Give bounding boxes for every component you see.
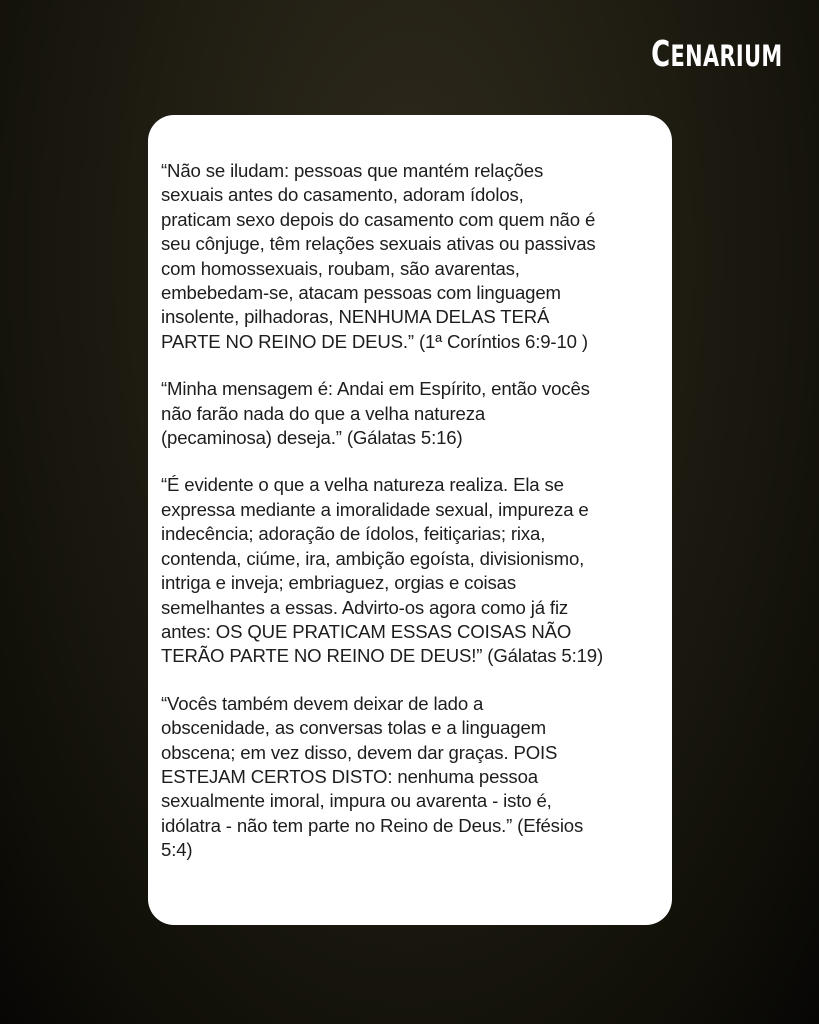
verse-line: “Minha mensagem é: Andai em Espírito, então vocês — [161, 378, 590, 400]
verse-paragraph — [161, 692, 660, 863]
verse-line: semelhantes a essas. Advirto-os agora como já fiz — [161, 596, 569, 618]
verse-line: antes: OS QUE PRATICAM ESSAS COISAS NÃO — [161, 620, 572, 642]
verse-paragraph — [161, 159, 660, 354]
verse-line: intriga e inveja; embriaguez, orgias e coisas — [161, 572, 516, 594]
verse-line: sexualmente imoral, impura ou avarenta - isto é, — [161, 790, 552, 812]
verse-line: indecência; adoração de ídolos, feitiçarias; rixa, — [161, 523, 546, 545]
verse-line: TERÃO PARTE NO REINO DE DEUS!” (Gálatas 5:19) — [161, 645, 604, 667]
verse-line: contenda, ciúme, ira, ambição egoísta, divisionismo, — [161, 547, 585, 569]
verse-line: (pecaminosa) deseja.” (Gálatas 5:16) — [161, 427, 463, 449]
cenarium-logo: CENARIUM — [651, 34, 783, 75]
verse-line: idólatra - não tem parte no Reino de Deus.” (Efésios — [161, 814, 584, 836]
verse-line: praticam sexo depois do casamento com quem não é — [161, 208, 596, 230]
verse-line: seu cônjuge, têm relações sexuais ativas ou passivas — [161, 233, 596, 255]
verse-line: obscena; em vez disso, devem dar graças. POIS — [161, 741, 558, 763]
verse-line: 5:4) — [161, 839, 193, 861]
verse-paragraph — [161, 377, 660, 450]
verse-line: com homossexuais, roubam, são avarentas, — [161, 257, 520, 279]
verse-paragraph — [161, 473, 660, 668]
verse-line: embebedam-se, atacam pessoas com linguagem — [161, 282, 561, 304]
verse-line: expressa mediante a imoralidade sexual, impureza e — [161, 498, 589, 520]
verse-line: insolente, pilhadoras, NENHUMA DELAS TERÁ — [161, 306, 550, 328]
verse-line: não farão nada do que a velha natureza — [161, 402, 486, 424]
verse-line: “É evidente o que a velha natureza realiza. Ela se — [161, 474, 564, 496]
verse-line: ESTEJAM CERTOS DISTO: nenhuma pessoa — [161, 765, 538, 787]
verse-line: “Vocês também devem deixar de lado a — [161, 692, 484, 714]
verse-line: “Não se iludam: pessoas que mantém relações — [161, 160, 544, 181]
verse-line: sexuais antes do casamento, adoram ídolos, — [161, 184, 524, 206]
verse-line: obscenidade, as conversas tolas e a linguagem — [161, 717, 546, 739]
verse-card — [148, 115, 672, 925]
verse-text — [161, 159, 660, 863]
verse-line: PARTE NO REINO DE DEUS.” (1ª Coríntios 6:9-10 ) — [161, 330, 588, 352]
